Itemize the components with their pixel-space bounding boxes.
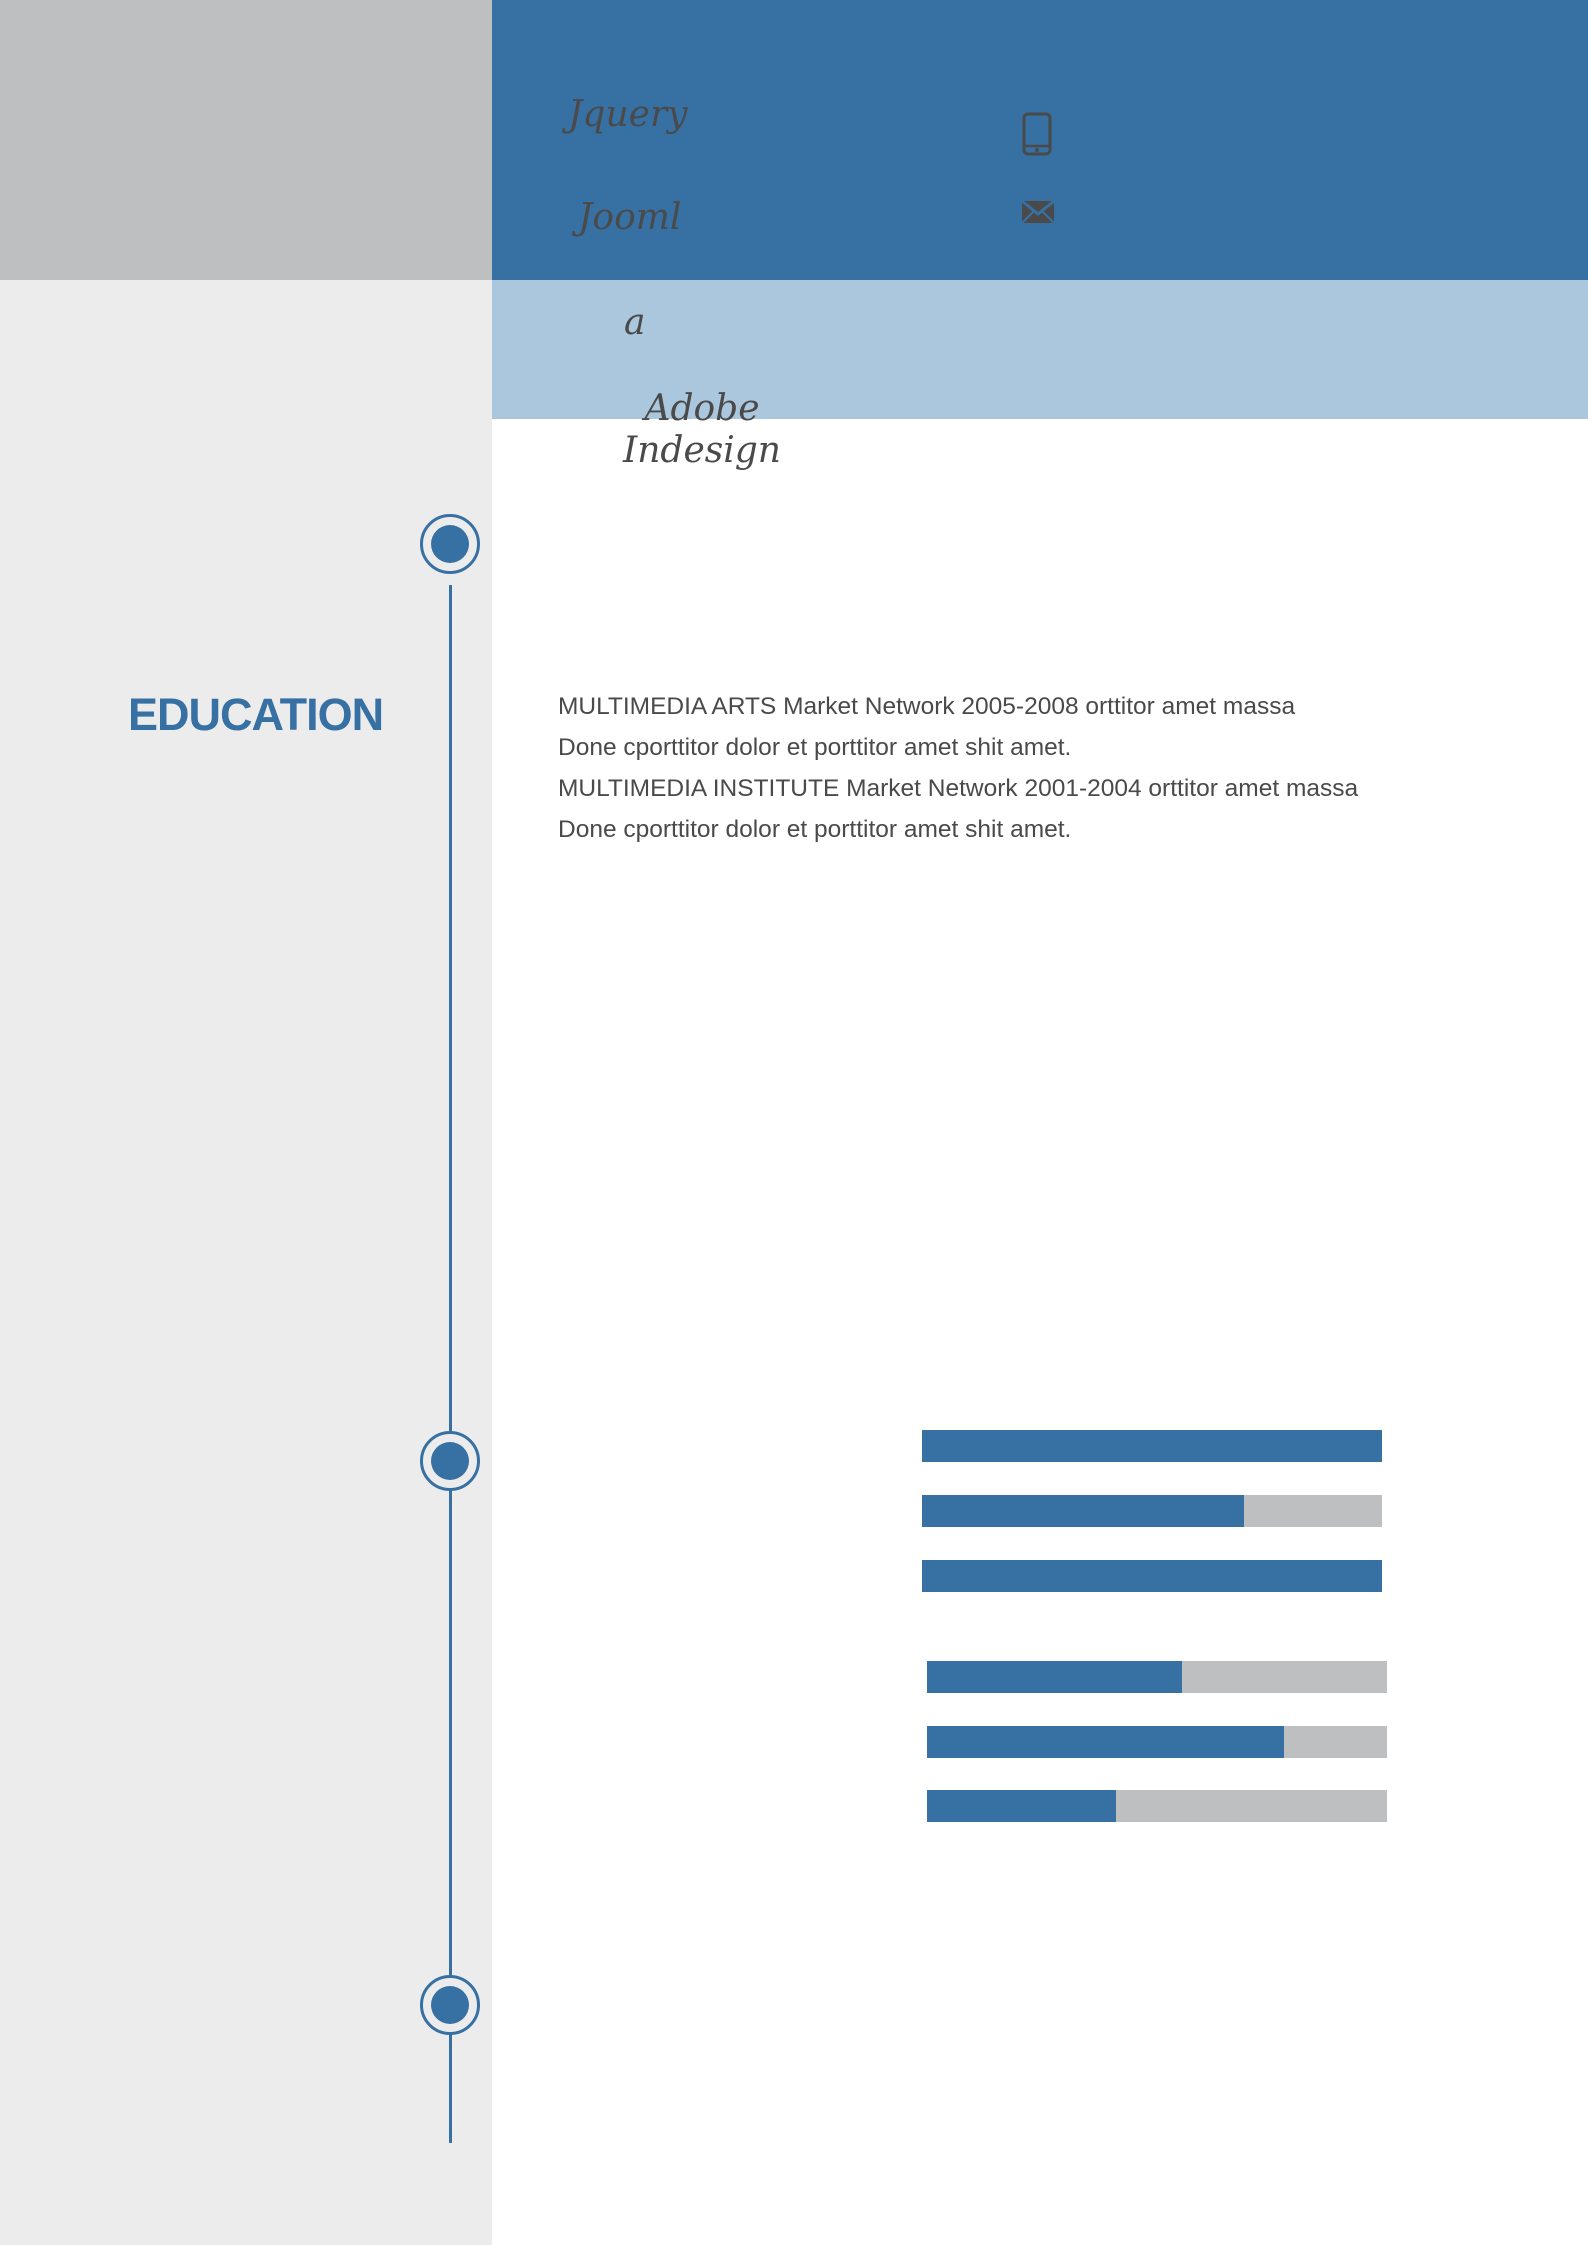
skill-bar <box>922 1495 1382 1527</box>
photo-placeholder <box>0 0 492 280</box>
skill-bar <box>922 1560 1382 1592</box>
skill-bar-fill <box>922 1495 1244 1527</box>
mobile-phone-icon <box>1021 112 1053 156</box>
skill-bar <box>927 1790 1387 1822</box>
skill-bar-fill <box>927 1726 1284 1758</box>
skill-jquery: Jquery <box>568 94 688 135</box>
left-sidebar <box>0 0 492 2245</box>
skill-joomla: Jooml <box>578 197 682 238</box>
timeline-node <box>420 1975 480 2035</box>
timeline-node <box>420 1431 480 1491</box>
education-heading: EDUCATION <box>128 689 384 740</box>
timeline-node <box>420 514 480 574</box>
education-line: MULTIMEDIA INSTITUTE Market Network 2001-2004 orttitor amet massa <box>558 775 1359 802</box>
skill-joomla-continued: a <box>624 302 646 343</box>
education-line: MULTIMEDIA ARTS Market Network 2005-2008 orttitor amet massa <box>558 693 1296 720</box>
skill-bar-fill <box>922 1560 1382 1592</box>
skill-adobe-indesign: Adobe Indesign <box>623 388 781 471</box>
timeline-line <box>449 585 452 2143</box>
skill-bar-fill <box>922 1430 1382 1462</box>
skill-bar-fill <box>927 1790 1116 1822</box>
envelope-icon <box>1020 199 1056 225</box>
education-line: Done cporttitor dolor et porttitor amet shit amet. <box>558 734 1072 761</box>
education-text <box>558 686 1358 850</box>
skill-bar <box>922 1430 1382 1462</box>
skill-bar <box>927 1661 1387 1693</box>
education-line: Done cporttitor dolor et porttitor amet shit amet. <box>558 816 1072 843</box>
skill-bar-fill <box>927 1661 1182 1693</box>
skill-bar <box>927 1726 1387 1758</box>
